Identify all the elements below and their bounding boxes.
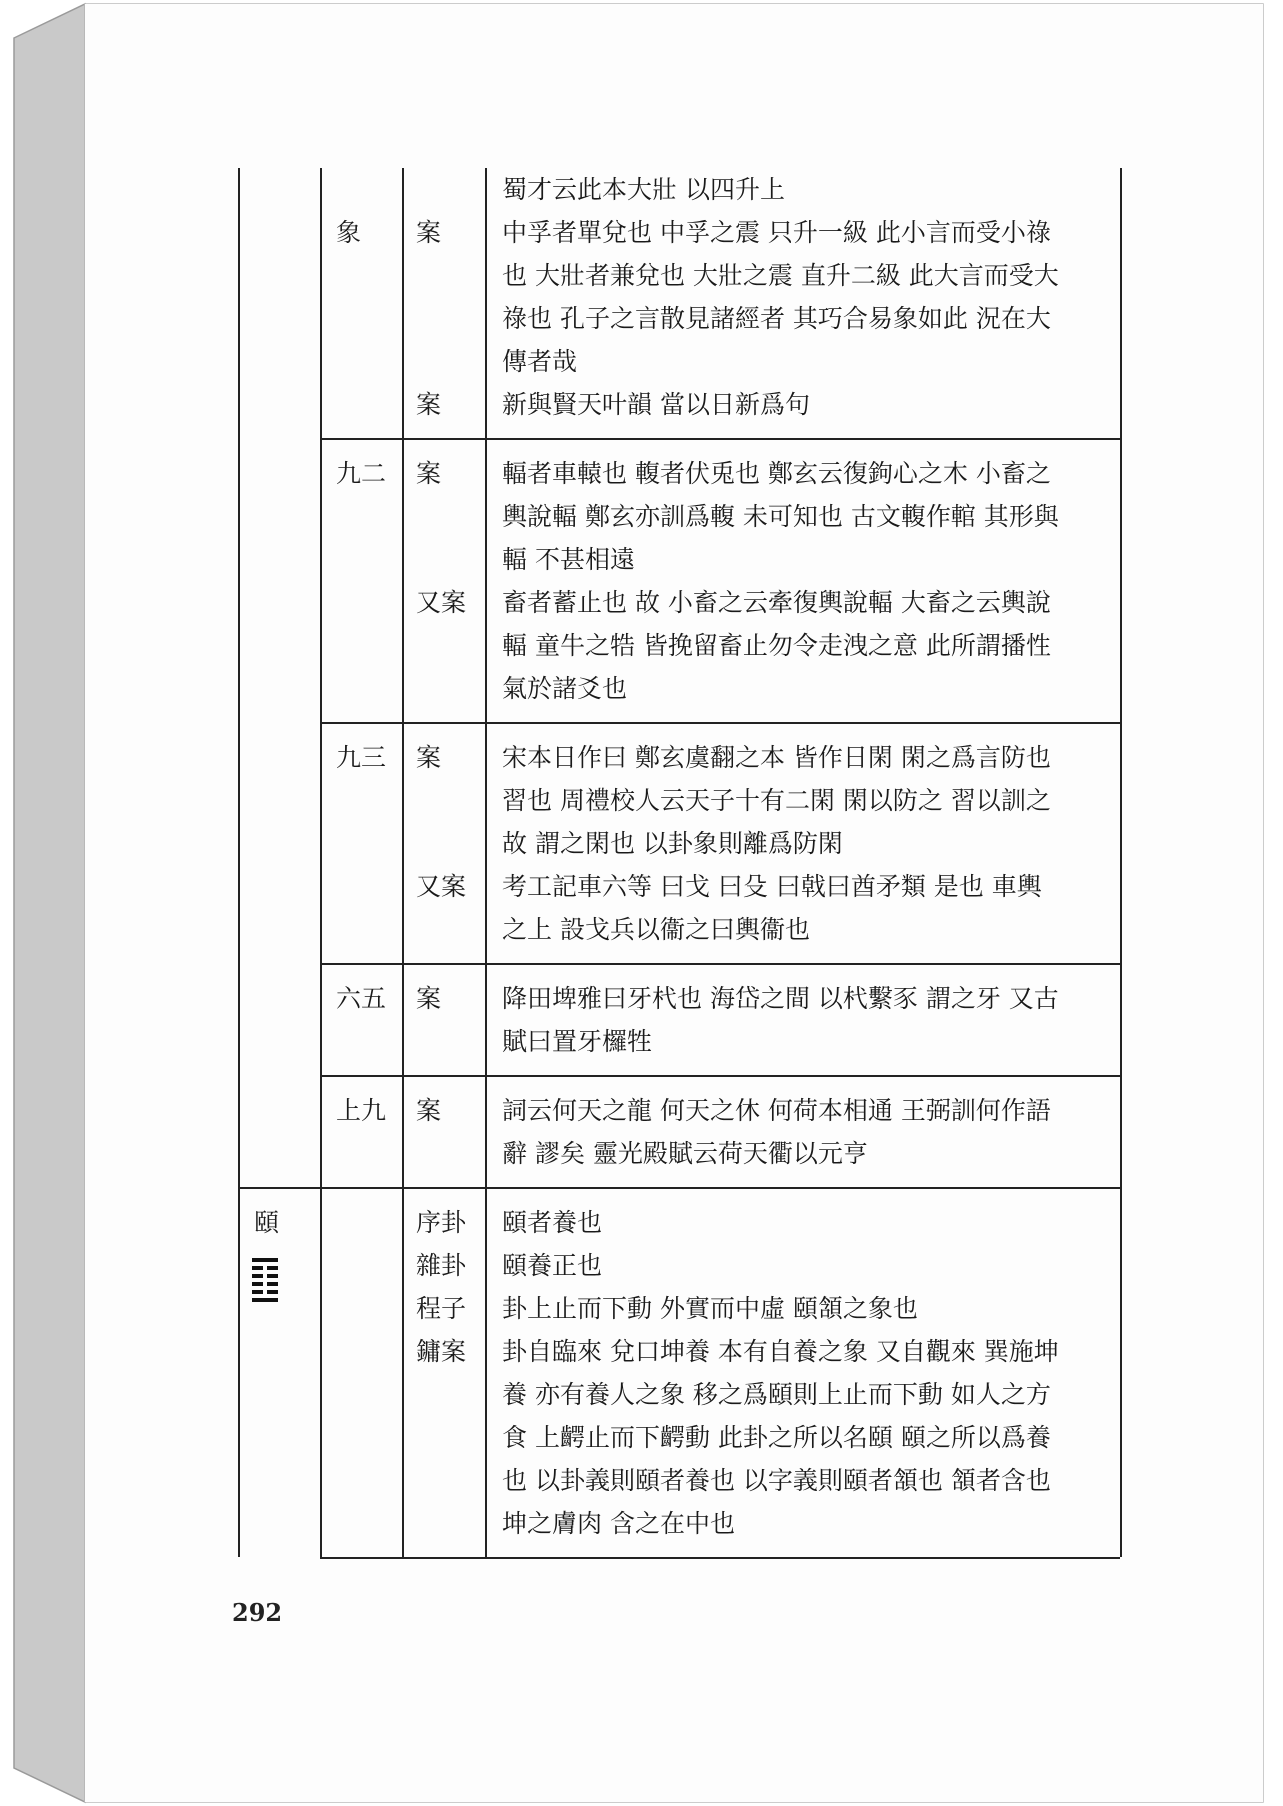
commentary-line: 蜀才云此本大壯 以四升上 [502,175,785,204]
row-label: 案 [416,984,442,1013]
row-label: 序卦 [416,1208,467,1237]
table-vertical-rule [485,1187,487,1557]
commentary-line: 新與賢天叶韻 當以日新爲句 [502,390,810,419]
table-vertical-rule [238,1187,240,1557]
commentary-line: 賦曰置牙欏牲 [502,1027,653,1056]
commentary-line: 詞云何天之龍 何天之休 何荷本相通 王弼訓何作語 [502,1096,1051,1125]
commentary-line: 輻者車轅也 輹者伏兎也 鄭玄云復鉤心之木 小畜之 [502,459,1051,488]
row-label: 案 [416,218,442,247]
line-position-label: 六五 [336,984,387,1013]
commentary-line: 習也 周禮校人云天子十有二閑 閑以防之 習以訓之 [502,786,1051,815]
commentary-line: 卦上止而下動 外實而中虛 頤頷之象也 [502,1294,918,1323]
table-horizontal-rule [320,963,1120,965]
table-vertical-rule [1120,1187,1122,1557]
table-horizontal-rule [320,1075,1120,1077]
commentary-line: 傳者哉 [502,347,578,376]
table-vertical-rule [238,168,240,1187]
line-position-label: 象 [336,218,362,247]
table-horizontal-rule [320,1557,1120,1559]
line-position-label: 九二 [336,459,387,488]
commentary-line: 輻 童牛之牿 皆挽留畜止勿令走洩之意 此所謂播性 [502,631,1051,660]
commentary-line: 宋本日作曰 鄭玄虞翻之本 皆作日閑 閑之爲言防也 [502,743,1051,772]
row-label: 程子 [416,1294,467,1323]
row-label: 又案 [416,588,467,617]
row-label: 案 [416,743,442,772]
commentary-line: 輻 不甚相遠 [502,545,635,574]
commentary-line: 辭 謬矣 靈光殿賦云荷天衢以元亨 [502,1139,868,1168]
commentary-line: 氣於諸爻也 [502,674,628,703]
commentary-line: 坤之膚肉 含之在中也 [502,1509,735,1538]
row-label: 案 [416,1096,442,1125]
commentary-line: 祿也 孔子之言散見諸經者 其巧合易象如此 況在大 [502,304,1051,333]
commentary-line: 考工記車六等 曰戈 曰殳 曰戟曰酋矛類 是也 車輿 [502,872,1042,901]
hexagram-name: 頤 [254,1208,280,1237]
table-vertical-rule [485,168,487,1187]
row-label: 案 [416,459,442,488]
commentary-line: 中孚者單兌也 中孚之震 只升一級 此小言而受小祿 [502,218,1051,247]
commentary-line: 頤養正也 [502,1251,603,1280]
yi-hexagram-icon [252,1258,278,1306]
table-horizontal-rule [320,722,1120,724]
commentary-line: 頤者養也 [502,1208,603,1237]
commentary-line: 降田埤雅曰牙杙也 海岱之間 以杙繫豕 謂之牙 又古 [502,984,1059,1013]
commentary-line: 卦自臨來 兌口坤養 本有自養之象 又自觀來 巽施坤 [502,1337,1059,1366]
row-label: 又案 [416,872,467,901]
line-position-label: 九三 [336,743,387,772]
commentary-line: 也 以卦義則頤者養也 以字義則頤者頷也 頷者含也 [502,1466,1051,1495]
commentary-line: 也 大壯者兼兌也 大壯之震 直升二級 此大言而受大 [502,261,1059,290]
table-horizontal-rule [238,1187,320,1189]
table-horizontal-rule [320,1187,1120,1189]
commentary-line: 之上 設戈兵以衞之曰輿衞也 [502,915,810,944]
row-label: 鏞案 [416,1337,467,1366]
commentary-line: 故 謂之閑也 以卦象則離爲防閑 [502,829,843,858]
commentary-line: 養 亦有養人之象 移之爲頤則上止而下動 如人之方 [502,1380,1051,1409]
table-vertical-rule [402,168,404,1187]
table-vertical-rule [320,1187,322,1557]
table-vertical-rule [320,168,322,1187]
commentary-line: 食 上齶止而下齶動 此卦之所以名頤 頤之所以爲養 [502,1423,1051,1452]
table-horizontal-rule [320,438,1120,440]
commentary-line: 畜者蓄止也 故 小畜之云牽復輿說輻 大畜之云輿說 [502,588,1051,617]
row-label: 雜卦 [416,1251,467,1280]
commentary-line: 輿說輻 鄭玄亦訓爲輹 未可知也 古文輹作輨 其形與 [502,502,1059,531]
table-vertical-rule [402,1187,404,1557]
line-position-label: 上九 [336,1096,387,1125]
table-vertical-rule [1120,168,1122,1187]
page-number: 292 [232,1598,283,1627]
row-label: 案 [416,390,442,419]
